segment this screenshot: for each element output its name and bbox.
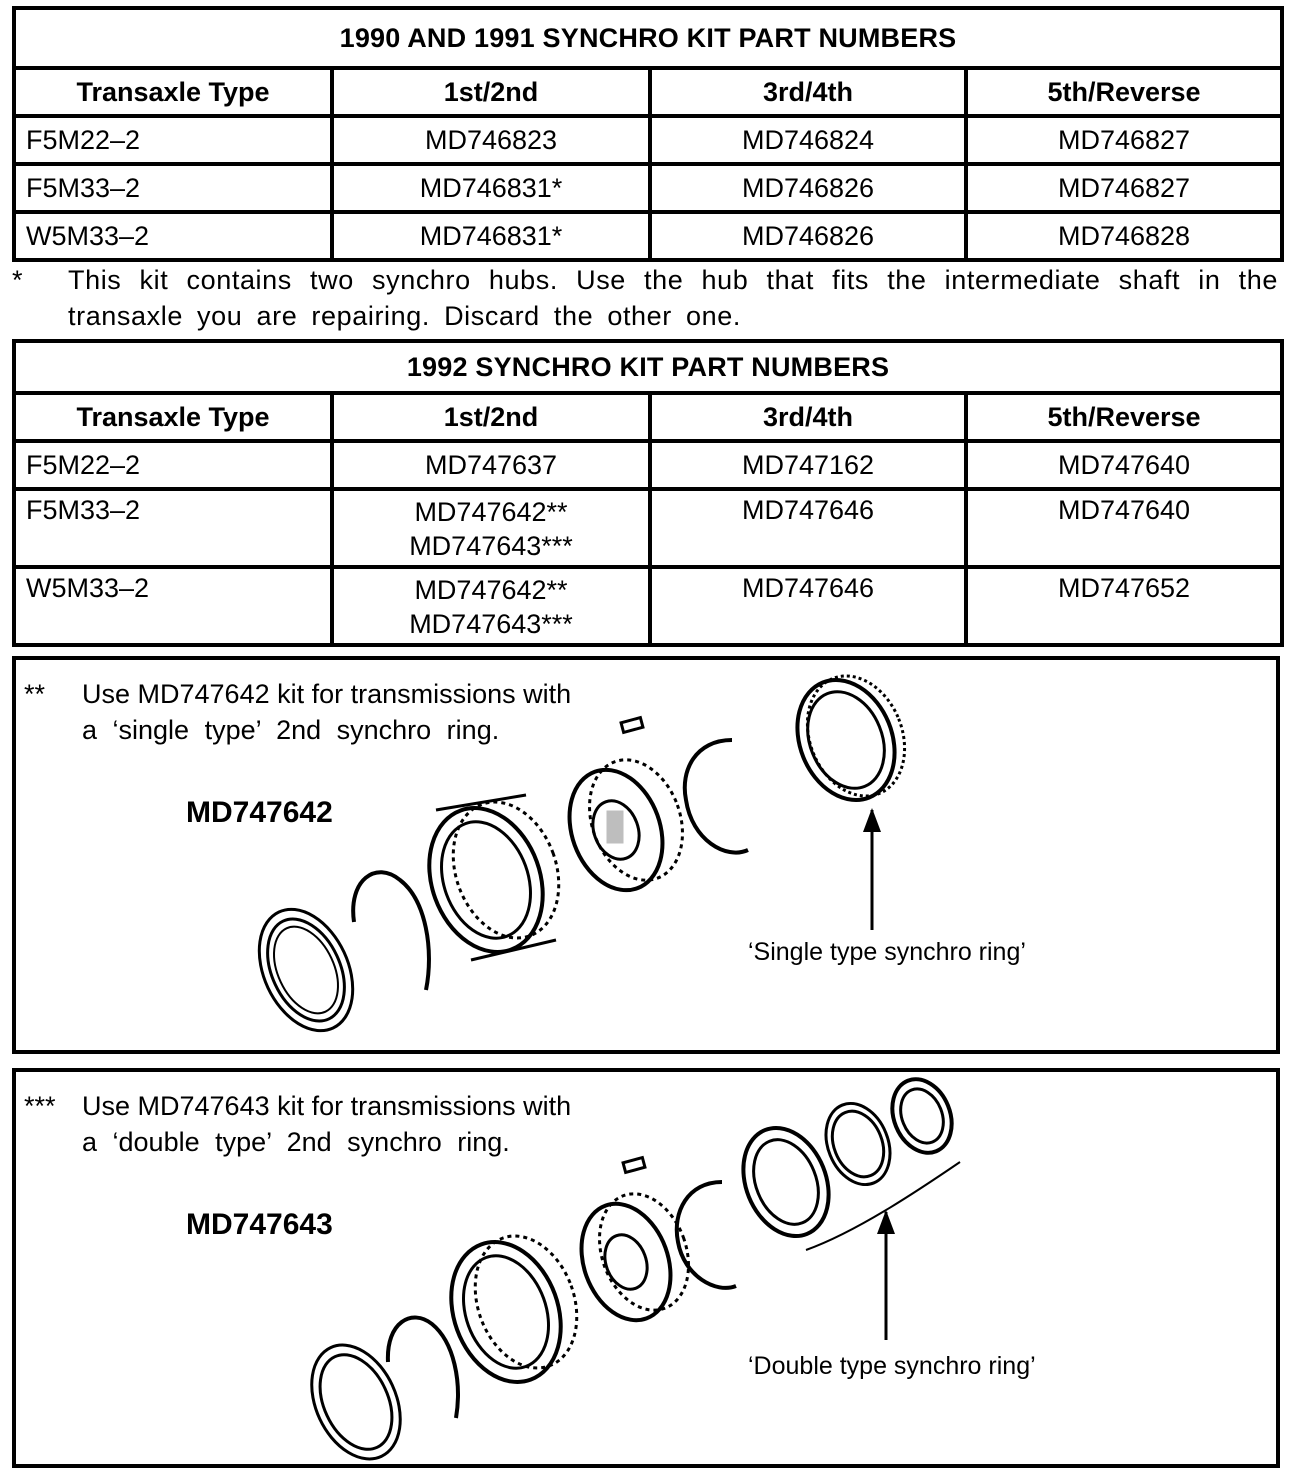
part-number-cell: MD747646	[650, 489, 966, 567]
footnote-hub-note	[12, 262, 1278, 334]
part-number-cell: MD746826	[650, 164, 966, 212]
footnote-text: This kit contains two synchro hubs. Use the hub that fits the intermediate shaft in the transaxle you are repairing. Discard the other one.	[68, 265, 1278, 331]
part-number-cell: MD746831*	[332, 212, 650, 260]
column-header-5th-reverse: 5th/Reverse	[966, 68, 1282, 116]
part-number-cell: MD746828	[966, 212, 1282, 260]
note-line-2: a ‘double type’ 2nd synchro ring.	[82, 1127, 510, 1157]
kit-label: MD747643	[186, 1208, 333, 1241]
column-header-transaxle-type: Transaxle Type	[14, 68, 332, 116]
transaxle-type-cell: W5M33–2	[14, 567, 332, 645]
table-row	[14, 212, 1282, 260]
open-spring-ring-icon	[677, 1182, 736, 1288]
synchro-key-icon	[621, 718, 643, 733]
part-number-cell: MD747640	[966, 489, 1282, 567]
table-row	[14, 441, 1282, 489]
column-header-3rd-4th: 3rd/4th	[650, 393, 966, 441]
part-number-cell: MD746827	[966, 116, 1282, 164]
double-synchro-ring-inner-icon	[882, 1072, 962, 1162]
table-title: 1992 SYNCHRO KIT PART NUMBERS	[14, 341, 1282, 393]
note-line-1: Use MD747643 kit for transmissions with	[82, 1091, 572, 1121]
part-number: MD747643***	[409, 531, 573, 561]
part-number-cell: MD746824	[650, 116, 966, 164]
column-header-transaxle-type: Transaxle Type	[14, 393, 332, 441]
column-header-1st-2nd: 1st/2nd	[332, 68, 650, 116]
synchro-sleeve-icon	[410, 787, 577, 968]
table-row	[14, 164, 1282, 212]
kit-label: MD747642	[186, 796, 333, 829]
table-title: 1990 AND 1991 SYNCHRO KIT PART NUMBERS	[14, 8, 1282, 68]
column-header-5th-reverse: 5th/Reverse	[966, 393, 1282, 441]
note-marker: ***	[24, 1091, 56, 1121]
part-number-cell: MD747646	[650, 567, 966, 645]
part-number-cell: MD747162	[650, 441, 966, 489]
synchro-kit-table-1990-1991	[12, 6, 1284, 262]
part-number: MD747642**	[414, 497, 568, 527]
part-number-cell: MD746831*	[332, 164, 650, 212]
transaxle-type-cell: W5M33–2	[14, 212, 332, 260]
single-type-caption: ‘Single type synchro ring’	[748, 938, 1026, 966]
table-row	[14, 567, 1282, 645]
note-line-1: Use MD747642 kit for transmissions with	[82, 679, 572, 709]
table-row	[14, 489, 1282, 567]
open-spring-ring-icon	[685, 740, 748, 853]
transaxle-type-cell: F5M22–2	[14, 441, 332, 489]
part-number-cell: MD746826	[650, 212, 966, 260]
single-synchro-ring-icon	[780, 661, 922, 814]
table-row	[14, 116, 1282, 164]
synchro-kit-exploded-drawing	[16, 660, 1276, 1050]
part-number-cell: MD747640	[966, 441, 1282, 489]
synchro-kit-table-1992	[12, 339, 1284, 647]
snap-ring-icon	[353, 872, 429, 990]
synchro-hub-icon	[553, 747, 698, 904]
footnote-marker: *	[12, 265, 23, 295]
double-type-caption: ‘Double type synchro ring’	[748, 1352, 1036, 1380]
part-number-cell: MD747652	[966, 567, 1282, 645]
outer-synchro-ring-icon	[294, 1331, 417, 1464]
synchro-kit-exploded-drawing	[16, 1072, 1276, 1464]
double-type-kit-panel	[12, 1068, 1280, 1468]
part-number-cell	[332, 441, 650, 489]
synchro-key-icon	[623, 1158, 645, 1173]
part-number-cell: MD746823	[332, 116, 650, 164]
transaxle-type-cell: F5M33–2	[14, 489, 332, 567]
part-number-cell	[332, 567, 650, 645]
transaxle-type-cell: F5M33–2	[14, 164, 332, 212]
part-number: MD747642**	[414, 575, 568, 605]
note-marker: **	[24, 679, 46, 709]
single-type-kit-panel	[12, 656, 1280, 1054]
part-number-cell	[332, 489, 650, 567]
transaxle-type-cell: F5M22–2	[14, 116, 332, 164]
part-number: MD747637	[424, 450, 558, 480]
part-number-cell: MD746827	[966, 164, 1282, 212]
column-header-3rd-4th: 3rd/4th	[650, 68, 966, 116]
note-line-2: a ‘single type’ 2nd synchro ring.	[82, 715, 500, 745]
part-number: MD747643***	[409, 609, 573, 639]
column-header-1st-2nd: 1st/2nd	[332, 393, 650, 441]
